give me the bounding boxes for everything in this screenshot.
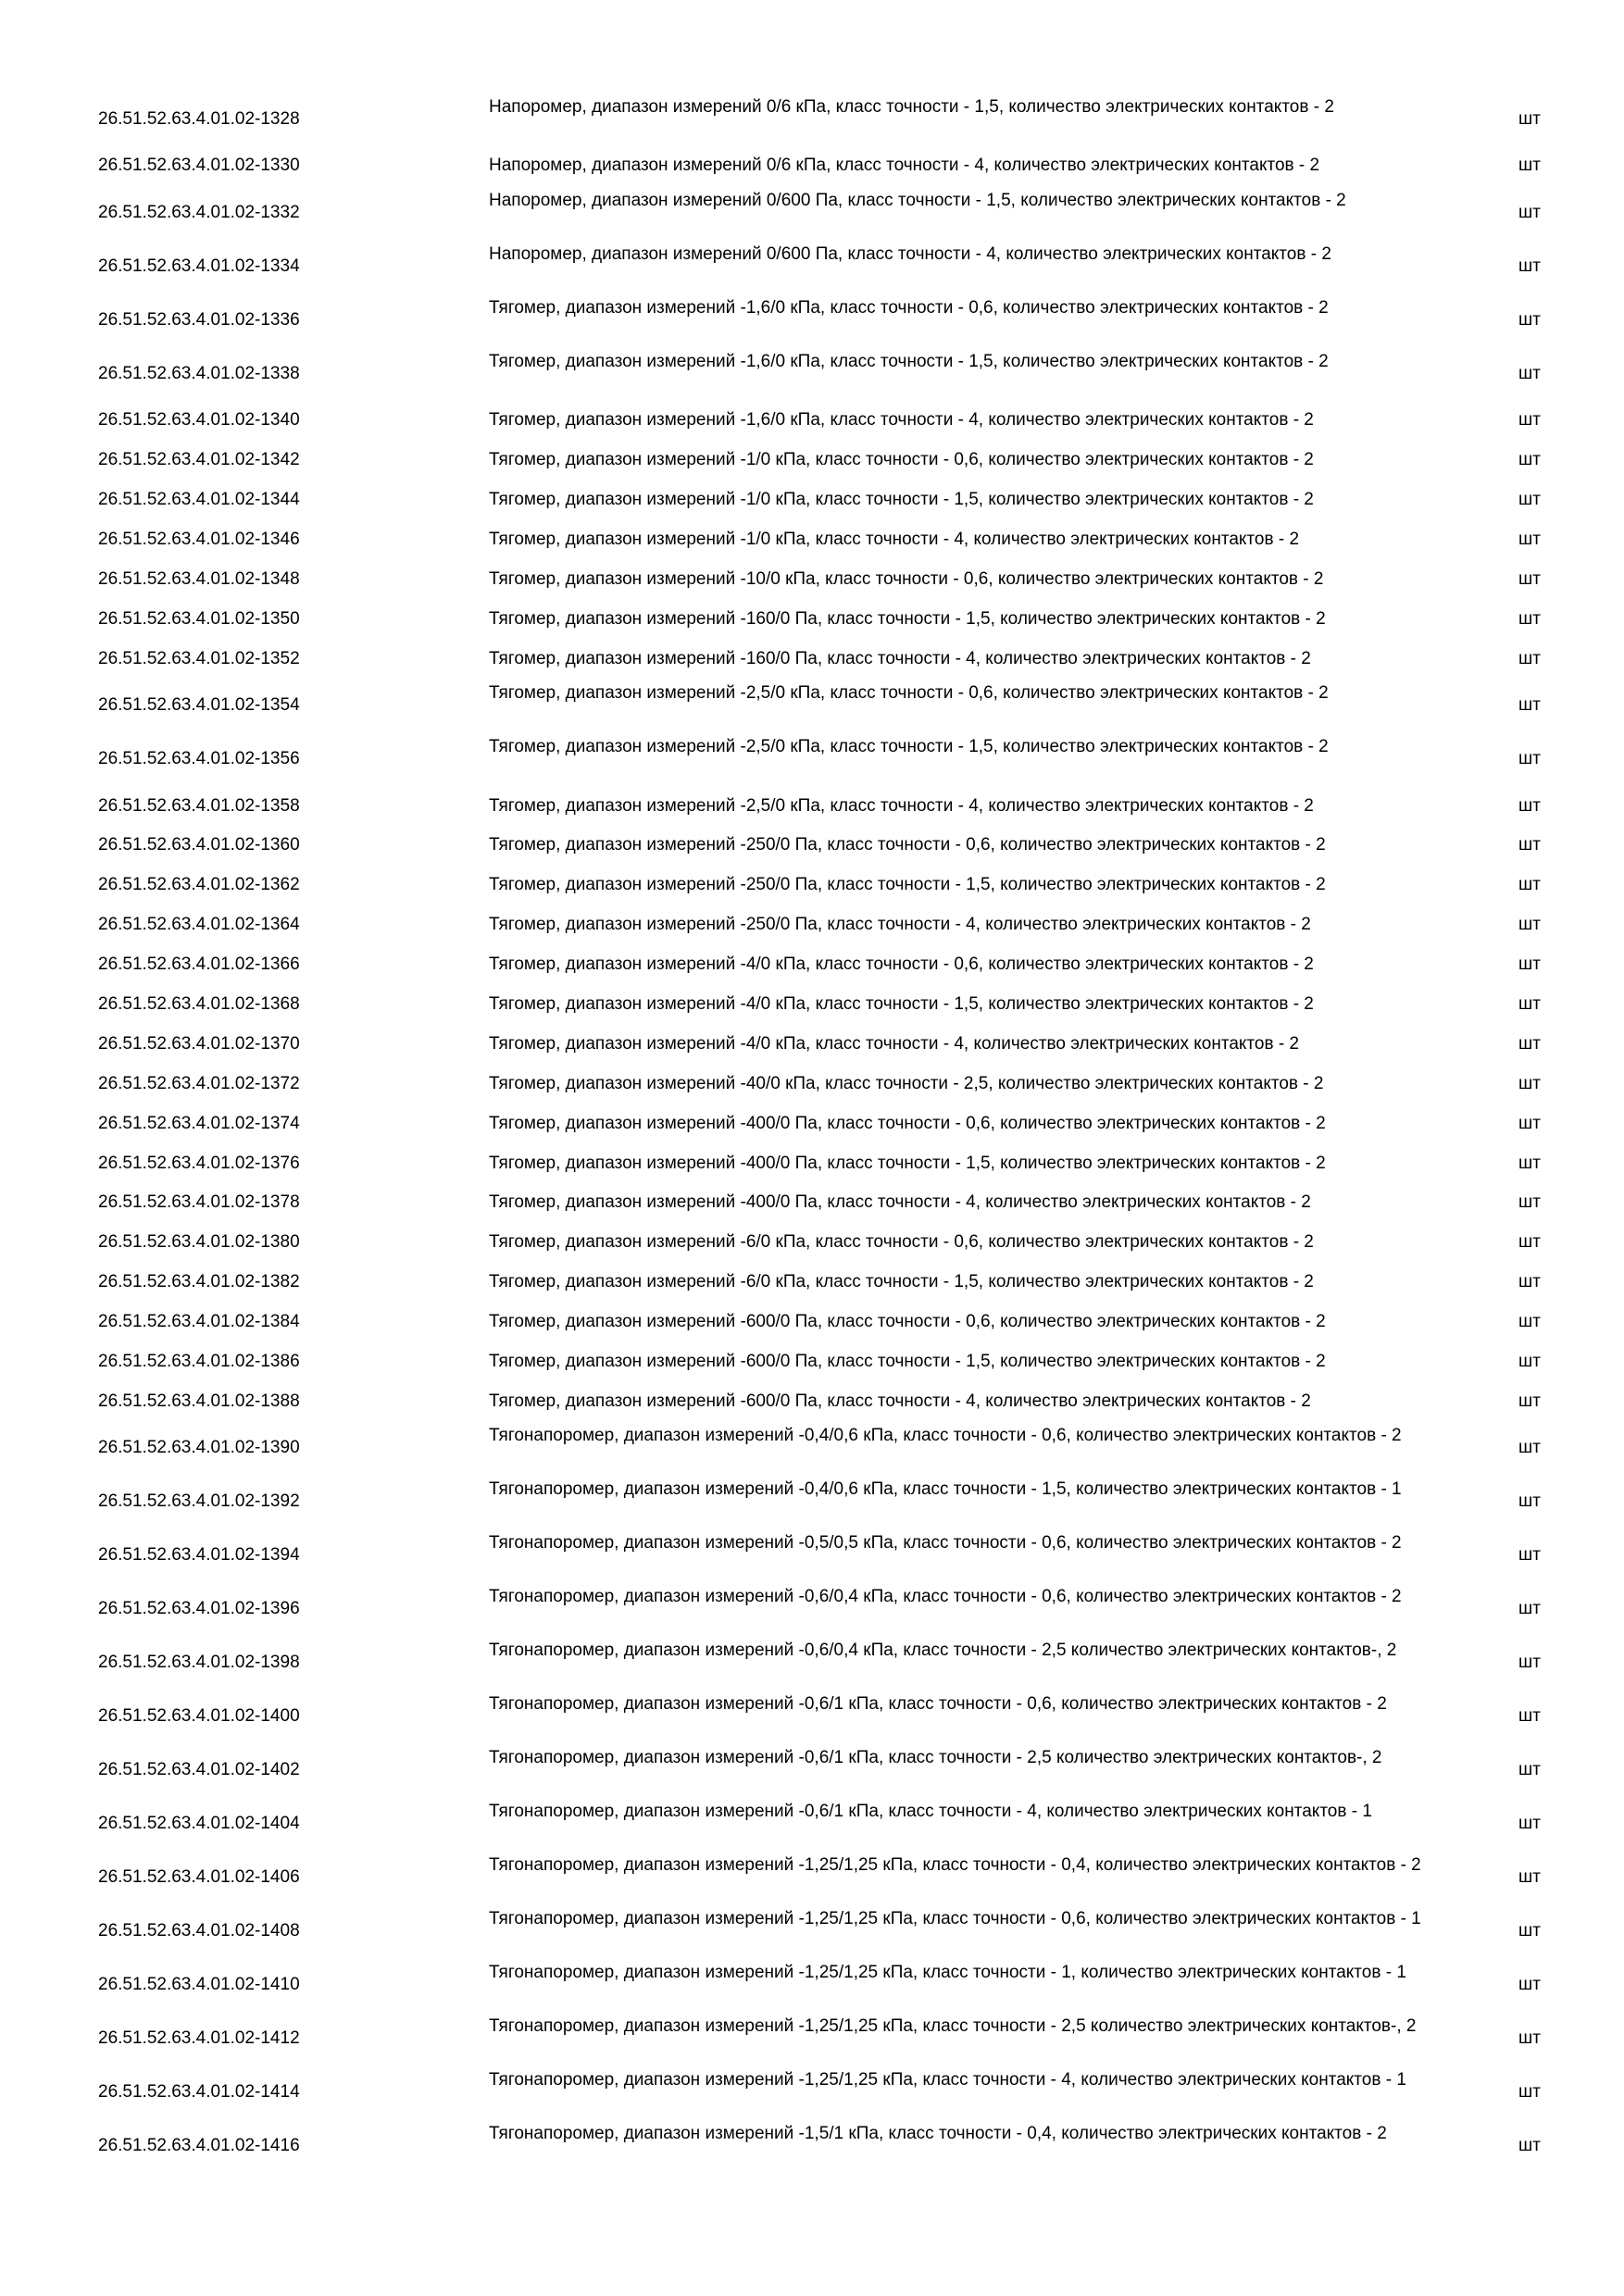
item-code: 26.51.52.63.4.01.02-1328 xyxy=(98,109,300,129)
table-row xyxy=(0,1904,1624,1958)
item-description: Напоромер, диапазон измерений 0/600 Па, класс точности - 4, количество электрических контактов - 2 xyxy=(489,243,1331,264)
table-row xyxy=(0,1958,1624,2012)
item-description: Тягомер, диапазон измерений -600/0 Па, класс точности - 4, количество электрических контактов - 2 xyxy=(489,1391,1311,1411)
table-row xyxy=(0,826,1624,866)
table-row xyxy=(0,732,1624,786)
item-description: Напоромер, диапазон измерений 0/600 Па, класс точности - 1,5, количество электрических контактов - 2 xyxy=(489,190,1346,210)
item-unit: шт xyxy=(1518,410,1541,430)
item-unit: шт xyxy=(1518,749,1541,769)
item-code: 26.51.52.63.4.01.02-1406 xyxy=(98,1867,300,1888)
item-unit: шт xyxy=(1518,363,1541,383)
item-code: 26.51.52.63.4.01.02-1378 xyxy=(98,1192,300,1213)
item-code: 26.51.52.63.4.01.02-1334 xyxy=(98,256,300,276)
item-code: 26.51.52.63.4.01.02-1394 xyxy=(98,1545,300,1566)
table-row xyxy=(0,786,1624,826)
item-unit: шт xyxy=(1518,1438,1541,1458)
table-row xyxy=(0,866,1624,905)
price-list-table xyxy=(0,93,1624,2173)
table-row xyxy=(0,146,1624,186)
item-description: Тягомер, диапазон измерений -2,5/0 кПа, класс точности - 0,6, количество электрических контактов - 2 xyxy=(489,683,1329,704)
item-description: Тягомер, диапазон измерений -250/0 Па, класс точности - 0,6, количество электрических контактов - 2 xyxy=(489,835,1326,855)
table-row xyxy=(0,1797,1624,1851)
item-code: 26.51.52.63.4.01.02-1392 xyxy=(98,1491,300,1512)
table-row xyxy=(0,240,1624,293)
item-code: 26.51.52.63.4.01.02-1384 xyxy=(98,1312,300,1332)
item-code: 26.51.52.63.4.01.02-1342 xyxy=(98,450,300,470)
item-description: Тягомер, диапазон измерений -400/0 Па, класс точности - 4, количество электрических контактов - 2 xyxy=(489,1192,1311,1213)
item-unit: шт xyxy=(1518,1867,1541,1888)
table-row xyxy=(0,1342,1624,1382)
table-row xyxy=(0,945,1624,985)
item-unit: шт xyxy=(1518,1352,1541,1372)
item-unit: шт xyxy=(1518,202,1541,222)
item-code: 26.51.52.63.4.01.02-1348 xyxy=(98,568,300,589)
item-description: Тягомер, диапазон измерений -6/0 кПа, класс точности - 1,5, количество электрических контактов - 2 xyxy=(489,1272,1314,1292)
table-row xyxy=(0,520,1624,560)
item-description: Тягонапоромер, диапазон измерений -0,6/1 кПа, класс точности - 2,5 количество электрических контактов-, 2 xyxy=(489,1748,1382,1768)
item-code: 26.51.52.63.4.01.02-1370 xyxy=(98,1033,300,1054)
item-description: Тягонапоромер, диапазон измерений -1,25/1,25 кПа, класс точности - 4, количество электрических контактов - 1 xyxy=(489,2070,1406,2090)
item-code: 26.51.52.63.4.01.02-1336 xyxy=(98,309,300,330)
item-code: 26.51.52.63.4.01.02-1410 xyxy=(98,1975,300,1995)
item-code: 26.51.52.63.4.01.02-1358 xyxy=(98,795,300,816)
item-code: 26.51.52.63.4.01.02-1380 xyxy=(98,1232,300,1253)
item-description: Напоромер, диапазон измерений 0/6 кПа, класс точности - 4, количество электрических контактов - 2 xyxy=(489,156,1320,176)
table-row xyxy=(0,1690,1624,1743)
item-description: Тягонапоромер, диапазон измерений -0,6/1 кПа, класс точности - 0,6, количество электрических контактов - 2 xyxy=(489,1694,1387,1715)
item-code: 26.51.52.63.4.01.02-1402 xyxy=(98,1760,300,1780)
table-row xyxy=(0,93,1624,146)
item-description: Тягомер, диапазон измерений -2,5/0 кПа, класс точности - 1,5, количество электрических контактов - 2 xyxy=(489,737,1329,757)
item-description: Тягонапоромер, диапазон измерений -1,25/1,25 кПа, класс точности - 2,5 количество электрических контактов-, 2 xyxy=(489,2016,1417,2037)
item-code: 26.51.52.63.4.01.02-1360 xyxy=(98,835,300,855)
item-unit: шт xyxy=(1518,1073,1541,1093)
item-code: 26.51.52.63.4.01.02-1386 xyxy=(98,1352,300,1372)
table-row xyxy=(0,2119,1624,2173)
item-unit: шт xyxy=(1518,450,1541,470)
item-description: Тягомер, диапазон измерений -1/0 кПа, класс точности - 0,6, количество электрических контактов - 2 xyxy=(489,450,1314,470)
item-description: Тягомер, диапазон измерений -160/0 Па, класс точности - 4, количество электрических контактов - 2 xyxy=(489,648,1311,668)
table-row xyxy=(0,1582,1624,1636)
item-unit: шт xyxy=(1518,955,1541,975)
item-unit: шт xyxy=(1518,490,1541,510)
item-code: 26.51.52.63.4.01.02-1390 xyxy=(98,1438,300,1458)
table-row xyxy=(0,1743,1624,1797)
table-row xyxy=(0,1064,1624,1104)
item-unit: шт xyxy=(1518,2136,1541,2156)
item-code: 26.51.52.63.4.01.02-1352 xyxy=(98,648,300,668)
item-unit: шт xyxy=(1518,309,1541,330)
item-unit: шт xyxy=(1518,1921,1541,1941)
item-description: Тягомер, диапазон измерений -600/0 Па, класс точности - 1,5, количество электрических контактов - 2 xyxy=(489,1352,1326,1372)
item-unit: шт xyxy=(1518,1599,1541,1619)
item-unit: шт xyxy=(1518,156,1541,176)
item-unit: шт xyxy=(1518,1975,1541,1995)
item-description: Тягонапоромер, диапазон измерений -1,25/1,25 кПа, класс точности - 1, количество электрических контактов - 1 xyxy=(489,1963,1406,1983)
table-row xyxy=(0,293,1624,347)
table-row xyxy=(0,186,1624,240)
item-description: Тягомер, диапазон измерений -4/0 кПа, класс точности - 0,6, количество электрических контактов - 2 xyxy=(489,955,1314,975)
item-code: 26.51.52.63.4.01.02-1366 xyxy=(98,955,300,975)
item-unit: шт xyxy=(1518,695,1541,716)
table-row xyxy=(0,1104,1624,1143)
item-code: 26.51.52.63.4.01.02-1396 xyxy=(98,1599,300,1619)
item-unit: шт xyxy=(1518,648,1541,668)
item-description: Тягонапоромер, диапазон измерений -0,4/0,6 кПа, класс точности - 1,5, количество электрических контактов - 1 xyxy=(489,1479,1402,1500)
table-row xyxy=(0,1024,1624,1064)
item-unit: шт xyxy=(1518,1312,1541,1332)
item-description: Тягомер, диапазон измерений -1,6/0 кПа, класс точности - 4, количество электрических контактов - 2 xyxy=(489,410,1314,430)
item-description: Тягомер, диапазон измерений -1/0 кПа, класс точности - 1,5, количество электрических контактов - 2 xyxy=(489,490,1314,510)
table-row xyxy=(0,347,1624,401)
table-row xyxy=(0,2012,1624,2065)
item-description: Тягомер, диапазон измерений -400/0 Па, класс точности - 0,6, количество электрических контактов - 2 xyxy=(489,1113,1326,1133)
item-description: Тягомер, диапазон измерений -6/0 кПа, класс точности - 0,6, количество электрических контактов - 2 xyxy=(489,1232,1314,1253)
item-description: Тягомер, диапазон измерений -1,6/0 кПа, класс точности - 1,5, количество электрических контактов - 2 xyxy=(489,351,1329,371)
item-unit: шт xyxy=(1518,2082,1541,2103)
item-code: 26.51.52.63.4.01.02-1368 xyxy=(98,994,300,1015)
item-unit: шт xyxy=(1518,1033,1541,1054)
table-row xyxy=(0,441,1624,480)
item-code: 26.51.52.63.4.01.02-1400 xyxy=(98,1706,300,1727)
item-code: 26.51.52.63.4.01.02-1388 xyxy=(98,1391,300,1411)
item-code: 26.51.52.63.4.01.02-1354 xyxy=(98,695,300,716)
table-row xyxy=(0,985,1624,1025)
item-code: 26.51.52.63.4.01.02-1340 xyxy=(98,410,300,430)
item-code: 26.51.52.63.4.01.02-1356 xyxy=(98,749,300,769)
item-code: 26.51.52.63.4.01.02-1404 xyxy=(98,1814,300,1834)
table-row xyxy=(0,1263,1624,1303)
table-row xyxy=(0,599,1624,639)
table-row xyxy=(0,1851,1624,1904)
item-code: 26.51.52.63.4.01.02-1372 xyxy=(98,1073,300,1093)
item-unit: шт xyxy=(1518,1272,1541,1292)
table-row xyxy=(0,1636,1624,1690)
item-unit: шт xyxy=(1518,109,1541,129)
item-code: 26.51.52.63.4.01.02-1344 xyxy=(98,490,300,510)
table-row xyxy=(0,559,1624,599)
item-unit: шт xyxy=(1518,1232,1541,1253)
item-description: Тягомер, диапазон измерений -250/0 Па, класс точности - 1,5, количество электрических контактов - 2 xyxy=(489,875,1326,895)
table-row xyxy=(0,1183,1624,1223)
item-code: 26.51.52.63.4.01.02-1414 xyxy=(98,2082,300,2103)
item-unit: шт xyxy=(1518,1113,1541,1133)
item-description: Тягонапоромер, диапазон измерений -1,25/1,25 кПа, класс точности - 0,4, количество электрических контактов - 2 xyxy=(489,1855,1421,1876)
item-unit: шт xyxy=(1518,1814,1541,1834)
item-unit: шт xyxy=(1518,1491,1541,1512)
item-description: Тягомер, диапазон измерений -600/0 Па, класс точности - 0,6, количество электрических контактов - 2 xyxy=(489,1312,1326,1332)
item-unit: шт xyxy=(1518,608,1541,629)
table-row xyxy=(0,1223,1624,1263)
item-description: Тягомер, диапазон измерений -250/0 Па, класс точности - 4, количество электрических контактов - 2 xyxy=(489,915,1311,935)
item-unit: шт xyxy=(1518,795,1541,816)
item-code: 26.51.52.63.4.01.02-1376 xyxy=(98,1153,300,1173)
item-code: 26.51.52.63.4.01.02-1362 xyxy=(98,875,300,895)
item-unit: шт xyxy=(1518,835,1541,855)
table-row xyxy=(0,480,1624,520)
item-unit: шт xyxy=(1518,2028,1541,2049)
item-description: Тягонапоромер, диапазон измерений -0,6/0,4 кПа, класс точности - 0,6, количество электрических контактов - 2 xyxy=(489,1587,1402,1607)
item-unit: шт xyxy=(1518,1545,1541,1566)
item-unit: шт xyxy=(1518,568,1541,589)
item-description: Тягонапоромер, диапазон измерений -1,5/1 кПа, класс точности - 0,4, количество электрических контактов - 2 xyxy=(489,2124,1387,2144)
item-code: 26.51.52.63.4.01.02-1338 xyxy=(98,363,300,383)
item-code: 26.51.52.63.4.01.02-1382 xyxy=(98,1272,300,1292)
item-description: Тягомер, диапазон измерений -1,6/0 кПа, класс точности - 0,6, количество электрических контактов - 2 xyxy=(489,297,1329,318)
item-description: Тягомер, диапазон измерений -4/0 кПа, класс точности - 4, количество электрических контактов - 2 xyxy=(489,1033,1300,1054)
item-unit: шт xyxy=(1518,1760,1541,1780)
item-unit: шт xyxy=(1518,1653,1541,1673)
table-row xyxy=(0,905,1624,945)
table-row xyxy=(0,2065,1624,2119)
item-unit: шт xyxy=(1518,1192,1541,1213)
item-unit: шт xyxy=(1518,1153,1541,1173)
item-code: 26.51.52.63.4.01.02-1416 xyxy=(98,2136,300,2156)
item-unit: шт xyxy=(1518,1391,1541,1411)
table-row xyxy=(0,1143,1624,1183)
table-row xyxy=(0,1475,1624,1529)
table-row xyxy=(0,1303,1624,1342)
item-description: Напоромер, диапазон измерений 0/6 кПа, класс точности - 1,5, количество электрических контактов - 2 xyxy=(489,97,1334,117)
item-description: Тягомер, диапазон измерений -160/0 Па, класс точности - 1,5, количество электрических контактов - 2 xyxy=(489,608,1326,629)
item-code: 26.51.52.63.4.01.02-1412 xyxy=(98,2028,300,2049)
item-unit: шт xyxy=(1518,256,1541,276)
item-description: Тягомер, диапазон измерений -10/0 кПа, класс точности - 0,6, количество электрических контактов - 2 xyxy=(489,568,1324,589)
item-unit: шт xyxy=(1518,994,1541,1015)
item-code: 26.51.52.63.4.01.02-1398 xyxy=(98,1653,300,1673)
item-code: 26.51.52.63.4.01.02-1332 xyxy=(98,202,300,222)
table-row xyxy=(0,1381,1624,1421)
item-code: 26.51.52.63.4.01.02-1374 xyxy=(98,1113,300,1133)
item-description: Тягонапоромер, диапазон измерений -1,25/1,25 кПа, класс точности - 0,6, количество электрических контактов - 1 xyxy=(489,1909,1421,1929)
item-description: Тягомер, диапазон измерений -400/0 Па, класс точности - 1,5, количество электрических контактов - 2 xyxy=(489,1153,1326,1173)
item-description: Тягомер, диапазон измерений -1/0 кПа, класс точности - 4, количество электрических контактов - 2 xyxy=(489,530,1300,549)
table-row xyxy=(0,401,1624,441)
table-row xyxy=(0,639,1624,679)
item-code: 26.51.52.63.4.01.02-1330 xyxy=(98,156,300,176)
item-unit: шт xyxy=(1518,530,1541,549)
table-row xyxy=(0,1529,1624,1582)
item-description: Тягонапоромер, диапазон измерений -0,6/0,4 кПа, класс точности - 2,5 количество электрических контактов-, 2 xyxy=(489,1641,1397,1661)
item-unit: шт xyxy=(1518,1706,1541,1727)
item-description: Тягомер, диапазон измерений -4/0 кПа, класс точности - 1,5, количество электрических контактов - 2 xyxy=(489,994,1314,1015)
item-code: 26.51.52.63.4.01.02-1364 xyxy=(98,915,300,935)
item-description: Тягомер, диапазон измерений -2,5/0 кПа, класс точности - 4, количество электрических контактов - 2 xyxy=(489,795,1314,816)
item-unit: шт xyxy=(1518,875,1541,895)
item-code: 26.51.52.63.4.01.02-1350 xyxy=(98,608,300,629)
item-description: Тягомер, диапазон измерений -40/0 кПа, класс точности - 2,5, количество электрических контактов - 2 xyxy=(489,1073,1324,1093)
item-code: 26.51.52.63.4.01.02-1346 xyxy=(98,530,300,549)
item-code: 26.51.52.63.4.01.02-1408 xyxy=(98,1921,300,1941)
item-unit: шт xyxy=(1518,915,1541,935)
table-row xyxy=(0,679,1624,732)
item-description: Тягонапоромер, диапазон измерений -0,4/0,6 кПа, класс точности - 0,6, количество электрических контактов - 2 xyxy=(489,1426,1402,1446)
item-description: Тягонапоромер, диапазон измерений -0,6/1 кПа, класс точности - 4, количество электрических контактов - 1 xyxy=(489,1802,1372,1822)
table-row xyxy=(0,1421,1624,1475)
item-description: Тягонапоромер, диапазон измерений -0,5/0,5 кПа, класс точности - 0,6, количество электрических контактов - 2 xyxy=(489,1533,1402,1554)
